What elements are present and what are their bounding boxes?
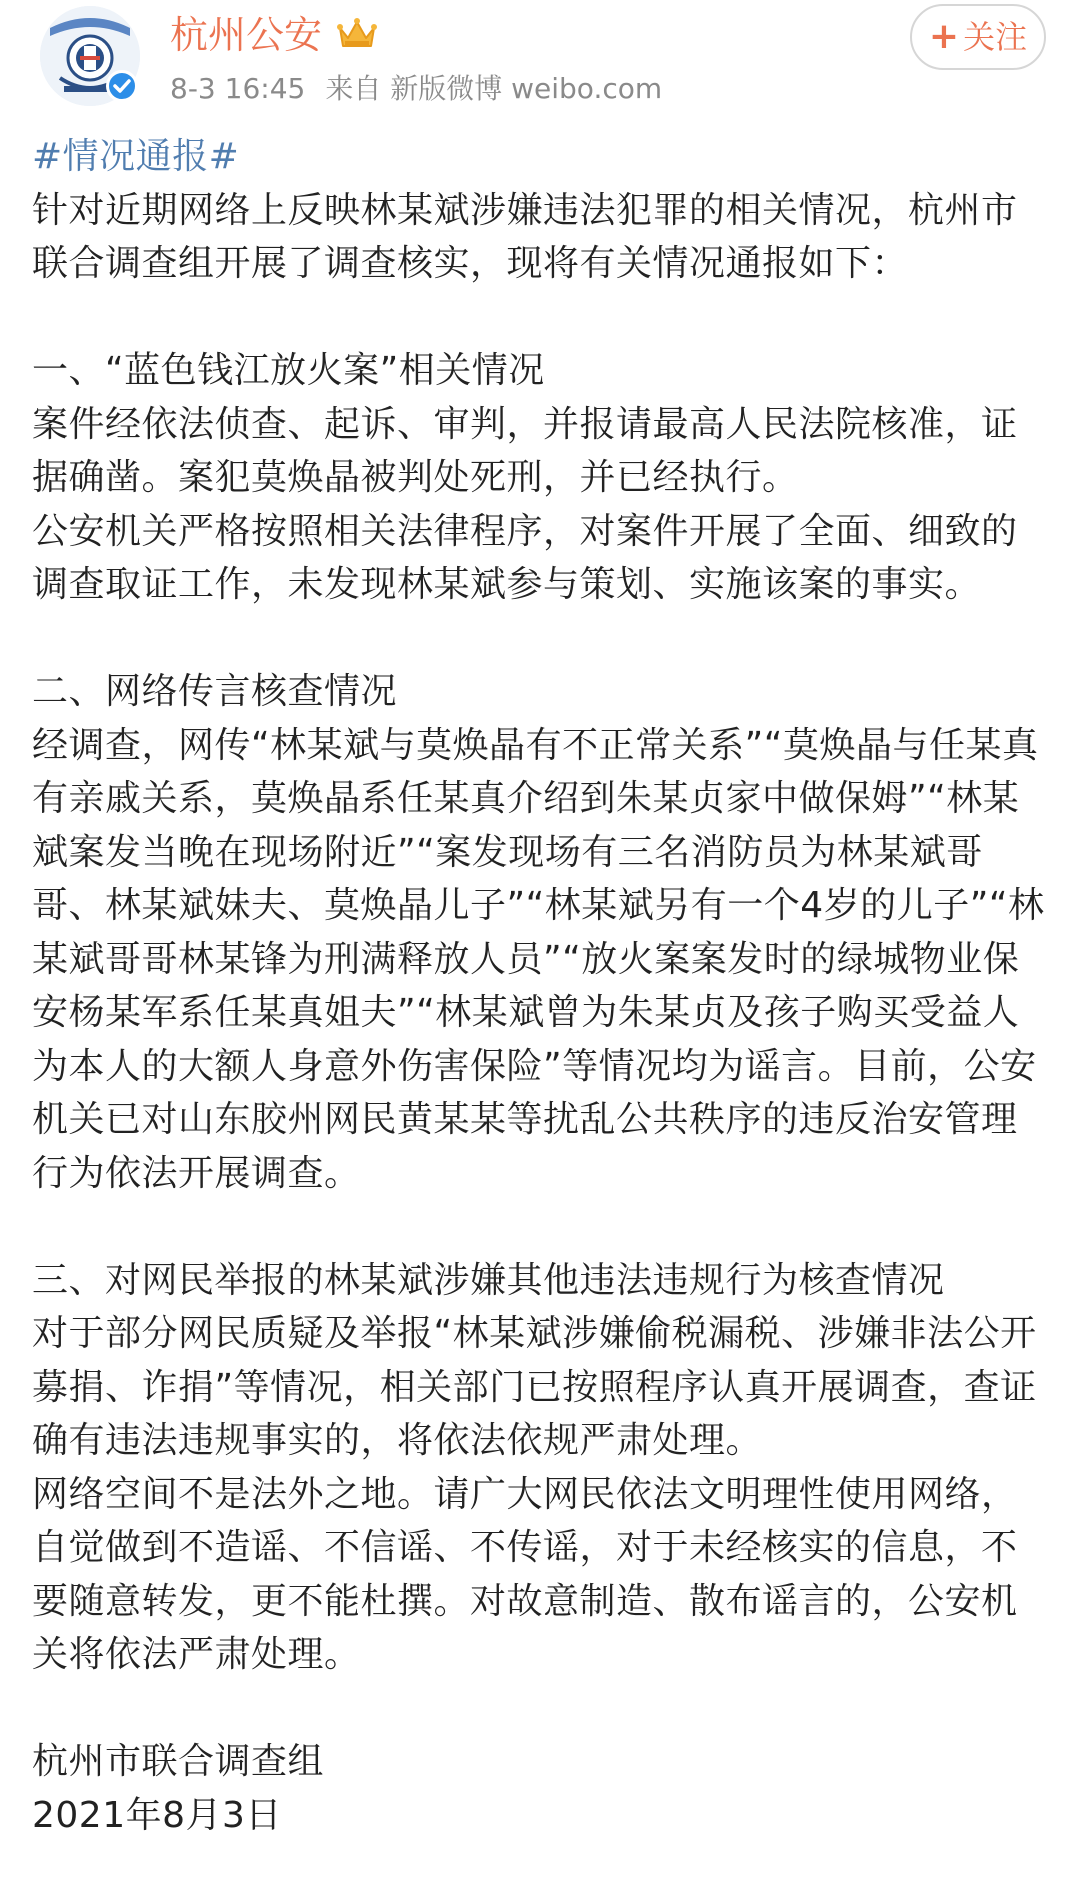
plus-icon: + bbox=[928, 16, 960, 57]
post-header bbox=[0, 0, 1080, 125]
section1-paragraph-1: 案件经依法侦查、起诉、审判，并报请最高人民法院核准，证据确凿。案犯莫焕晶被判处死刑，并已经执行。 bbox=[32, 403, 1018, 498]
post-timestamp: 8-3 16:45 bbox=[170, 72, 306, 105]
post-body bbox=[32, 130, 1052, 1842]
post-meta bbox=[170, 70, 682, 108]
post-source: 来自 新版微博 weibo.com bbox=[325, 72, 663, 105]
section3-paragraph-2: 网络空间不是法外之地。请广大网民依法文明理性使用网络，自觉做到不造谣、不信谣、不传谣，对于未经核实的信息，不要随意转发，更不能杜撰。对故意制造、散布谣言的，公安机关将依法严肃处理。 bbox=[32, 1473, 1018, 1675]
section2-title: 二、网络传言核查情况 bbox=[32, 671, 398, 712]
signature: 杭州市联合调查组 bbox=[32, 1741, 325, 1782]
crown-icon bbox=[336, 16, 378, 52]
intro-paragraph: 针对近期网络上反映林某斌涉嫌违法犯罪的相关情况，杭州市联合调查组开展了调查核实，现将有关情况通报如下： bbox=[32, 189, 1018, 284]
section2-paragraph: 经调查，网传“林某斌与莫焕晶有不正常关系”“莫焕晶与任某真有亲戚关系，莫焕晶系任某真介绍到朱某贞家中做保姆”“林某斌案发当晚在现场附近”“案发现场有三名消防员为林某斌哥哥、林某斌妹夫、莫焕晶儿子”“林某斌另有一个4岁的儿子”“林某斌哥哥林某锋为刑满释放人员”“放火案案发时的绿城物业保安杨某军系任某真姐夫”“林某斌曾为朱某贞及孩子购买受益人为本人的大额人身意外伤害保险”等情况均为谣言。目前，公安机关已对山东胶州网民黄某某等扰乱公共秩序的违反治安管理行为依法开展调查。 bbox=[32, 724, 1045, 1194]
follow-label: 关注 bbox=[963, 18, 1028, 56]
hashtag-link[interactable]: #情况通报# bbox=[32, 136, 240, 177]
verified-badge-icon bbox=[106, 70, 138, 102]
section1-title: 一、“蓝色钱江放火案”相关情况 bbox=[32, 350, 545, 391]
user-name[interactable]: 杭州公安 bbox=[170, 13, 323, 57]
section3-paragraph-1: 对于部分网民质疑及举报“林某斌涉嫌偷税漏税、涉嫌非法公开募捐、诈捐”等情况，相关部门已按照程序认真开展调查，查证确有违法违规事实的，将依法依规严肃处理。 bbox=[32, 1313, 1037, 1461]
follow-button[interactable] bbox=[910, 4, 1046, 70]
section1-paragraph-2: 公安机关严格按照相关法律程序，对案件开展了全面、细致的调查取证工作，未发现林某斌参与策划、实施该案的事实。 bbox=[32, 510, 1018, 605]
post-date: 2021年8月3日 bbox=[32, 1794, 282, 1836]
section3-title: 三、对网民举报的林某斌涉嫌其他违法违规行为核查情况 bbox=[32, 1259, 945, 1301]
